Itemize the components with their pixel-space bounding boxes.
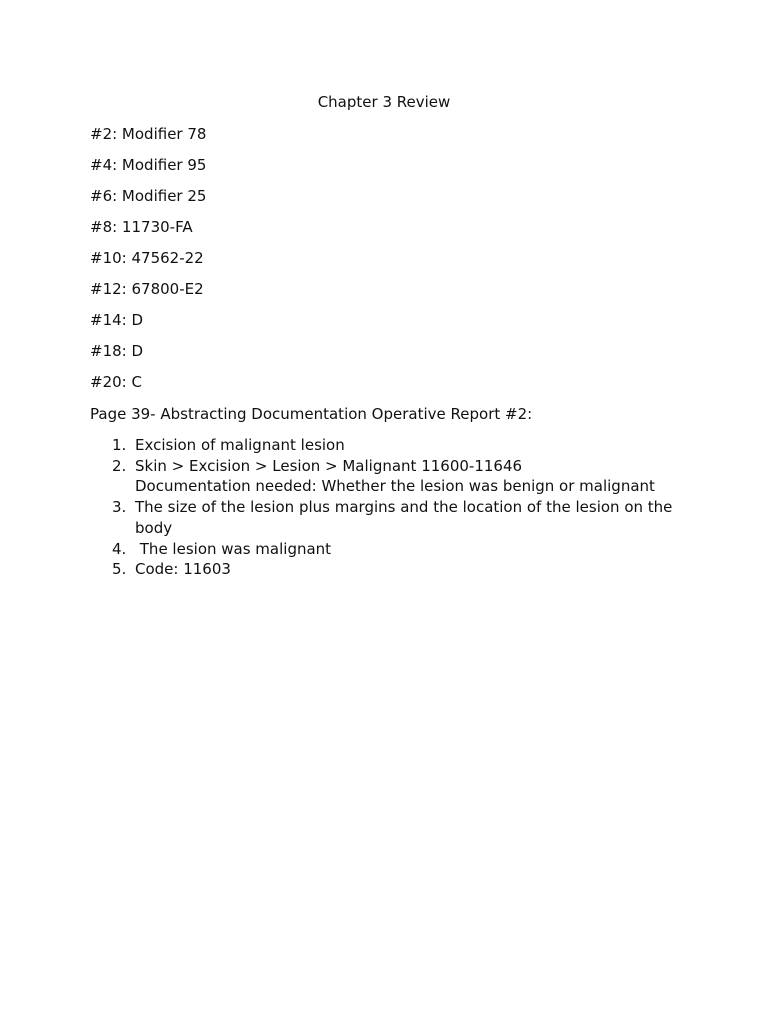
answer-item: #6: Modifier 25 — [90, 187, 207, 205]
numbered-list — [90, 435, 690, 580]
list-item-number: 1. — [112, 436, 127, 454]
answer-item: #18: D — [90, 342, 144, 360]
answer-item: #10: 47562-22 — [90, 249, 204, 267]
list-item-number: 4. — [112, 539, 127, 558]
list-item-text: Code: 11603 — [135, 560, 231, 579]
list-item-text: Excision of malignant lesion — [135, 436, 345, 454]
answer-item: #12: 67800-E2 — [90, 280, 204, 298]
answer-item: #8: 11730-FA — [90, 218, 193, 236]
answer-item: #2: Modifier 78 — [90, 125, 207, 143]
list-item — [90, 456, 690, 497]
list-item-text: Skin > Excision > Lesion > Malignant 11600-11646 — [135, 456, 523, 475]
answer-item: #14: D — [90, 311, 144, 329]
list-item — [90, 559, 690, 580]
document-title: Chapter 3 Review — [317, 93, 451, 111]
list-item-number: 2. — [112, 456, 127, 475]
list-item-text: The lesion was malignant — [135, 539, 332, 558]
list-item — [90, 435, 690, 456]
answer-item: #20: C — [90, 373, 142, 391]
list-item-number: 5. — [112, 560, 127, 579]
list-item — [90, 539, 690, 560]
list-item-subtext: Documentation needed: Whether the lesion was benign or malignant — [135, 477, 655, 496]
list-item-number: 3. — [112, 498, 127, 517]
list-item — [90, 497, 690, 538]
answer-item: #4: Modifier 95 — [90, 156, 207, 174]
answer-list — [90, 124, 206, 403]
section-heading: Page 39- Abstracting Documentation Operative Report #2: — [90, 405, 533, 423]
list-item-text: The size of the lesion plus margins and the location of the lesion on the body — [135, 498, 673, 537]
